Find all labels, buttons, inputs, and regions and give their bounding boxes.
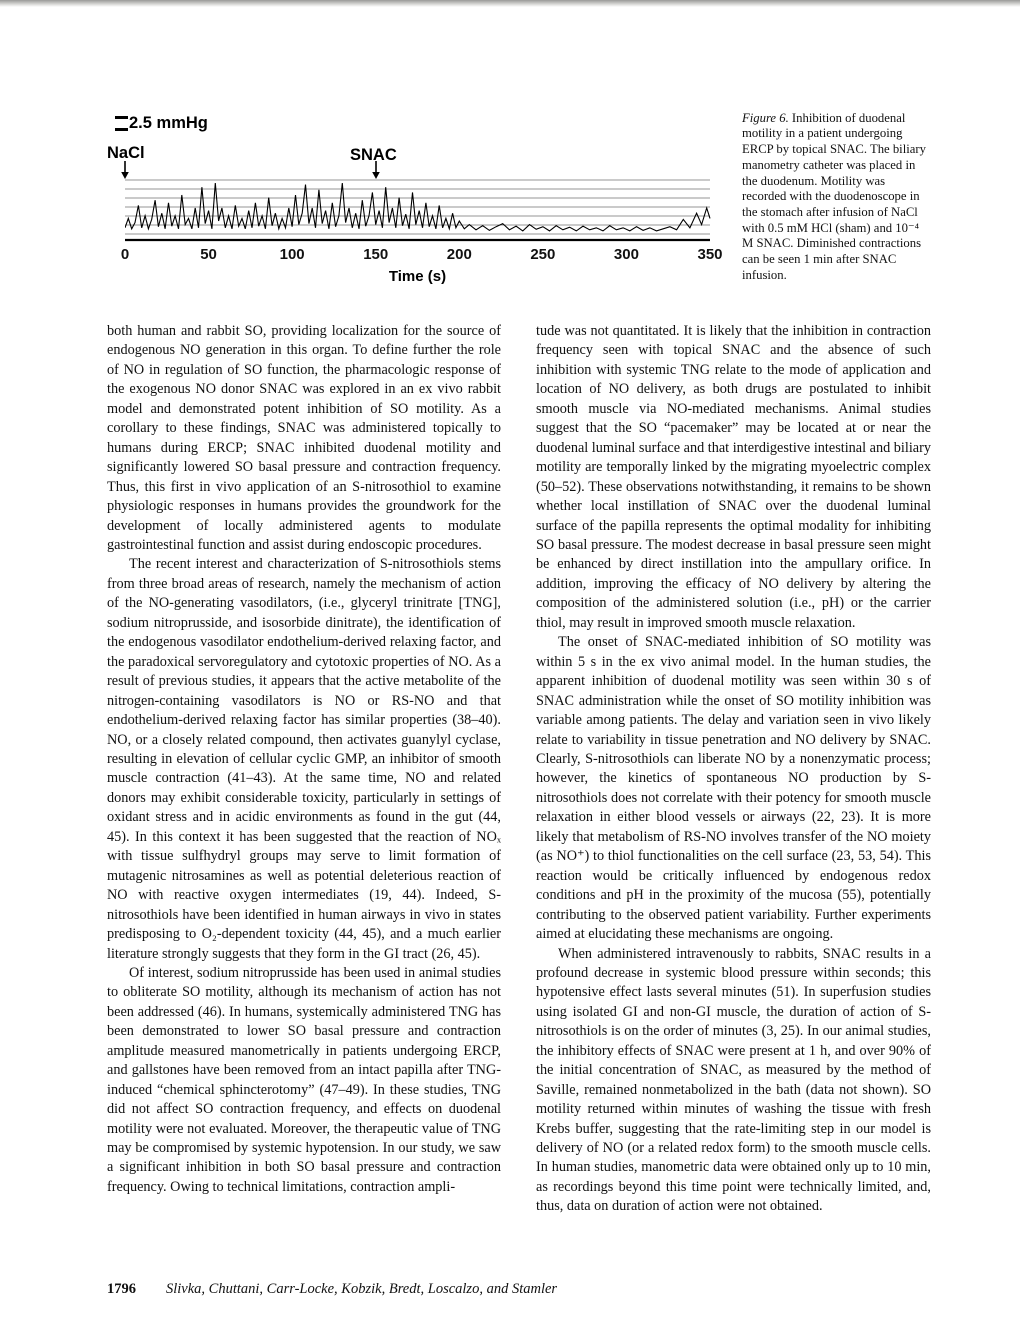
scale-bar-icon [115, 116, 128, 131]
body-paragraph: The onset of SNAC-mediated inhibition of SO motility was within 5 s in the ex vivo animal model. In the human studies, the apparent inhibition of duodenal motility was seen within 30 s of SNAC administration while the onset of SO motility inhibition was variable among patients. The delay and variation seen in vivo likely relate to variability in tissue penetration and NO delivery by SNAC. Clearly, S-nitrosothiols can liberate NO by a nonenzymatic process; however, the kinetics of spontaneous NO production by S-nitrosothiols does not correlate with their potency for smooth muscle relaxation in either blood vessels or airways (22, 23). It is more likely that metabolism of RS-NO involves transfer of the NO moiety (as NO⁺) to thiol functionalities on the cell surface (23, 53, 54). This reaction would be critically influenced by endogenous redox conditions and pH in the proximity of the mucosa (55), potentially contributing to the observed patient variability. Further experiments aimed at elucidating these mechanisms are ongoing. [536, 634, 931, 943]
x-axis-title: Time (s) [388, 268, 447, 285]
figure-caption [742, 111, 932, 284]
body-column-right [536, 322, 931, 1217]
x-tick-label: 200 [446, 246, 472, 263]
body-paragraph: When administered intravenously to rabbits, SNAC results in a profound decrease in systemic blood pressure within seconds; this hypotensive effect lasts several minutes (51). In superfusion studies using isolated GI and non-GI muscle, the duration of action of S-nitrosothiols is on the order of minutes (3, 25). In our animal studies, the inhibitory effects of SNAC were present at 1 h, and over 90% of the initial concentration of SNAC, as measured by the method of Saville, remained nonmetabolized in the bath (data not shown). SO motility returned within minutes of washing the tissue with fresh Krebs buffer, suggesting that the rate-limiting step in our model is delivery of NO (or a related redox form) to the smooth muscle cells. In human studies, manometric data were obtained only up to 10 min, as recordings beyond this time point were technically limited, and, thus, data on duration of action were not obtained. [536, 945, 931, 1215]
scale-bar-label: 2.5 mmHg [129, 114, 208, 132]
manometry-plot [125, 178, 715, 242]
nacl-infusion-arrow-icon [120, 161, 130, 179]
snac-infusion-label: SNAC [350, 146, 397, 164]
figure-6-manometry [107, 110, 732, 310]
ruled-gridlines [125, 180, 710, 234]
x-tick-label: 50 [200, 246, 217, 263]
body-paragraph: both human and rabbit SO, providing localization for the source of endogenous NO generation in this organ. To define further the role of NO in regulation of SO function, the pharmacologic response of the exogenous NO donor SNAC was explored in an ex vivo rabbit model and demonstrated potent inhibition of SO motility. As a corollary to these findings, SNAC was administered topically to humans during ERCP; SNAC inhibited duodenal motility and significantly lowered SO basal pressure and contraction frequency. Thus, this first in vivo application of an S-nitrosothiol to examine physiologic responses in humans provides the groundwork for the development of locally administered agents to modulate gastrointestinal function and assist during endoscopic procedures. [107, 323, 501, 553]
nacl-infusion-label: NaCl [107, 144, 145, 162]
x-tick-label: 300 [613, 246, 639, 263]
figure-caption-text: Inhibition of duodenal motility in a patient undergoing ERCP by topical SNAC. The biliary manometry catheter was placed in the duodenum. Motility was recorded with the duodenoscope in the stomach after infusion of NaCl with 0.5 mM HCl (sham) and 10⁻⁴ M SNAC. Diminished contractions can be seen 1 min after SNAC infusion. [742, 110, 926, 282]
x-tick-label: 150 [363, 246, 389, 263]
snac-infusion-arrow-icon [371, 161, 381, 179]
x-tick-label: 0 [120, 246, 130, 263]
body-paragraph: The recent interest and characterization of S-nitrosothiols stems from three broad areas of research, namely the mechanism of action of the NO-generating vasodilators, (i.e., glyceryl trinitrate [TNG], sodium nitroprusside, and isosorbide dinitrate), the identification of the endogenous vasodilator endothelium-derived relaxing factor, and the paradoxical servoregulatory and cytotoxic properties of NO. As a result of previous studies, it appears that the active metabolite of the nitrogen-containing vasodilators is NO or RS-NO and that endothelium-derived relaxing factor has similar properties (38–40). NO, or a closely related compound, then activates guanylyl cyclase, resulting in elevation of cellular cyclic GMP, an inhibitor of smooth muscle contraction (41–43). At the same time, NO and related donors may exhibit considerable toxicity, particularly in settings of oxidant stress and in acidic environments as found in the gut (44, 45). In this context it has been suggested that the reaction of NOₓ with tissue sulfhydryl groups may serve to limit formation of mutagenic nitrosamines as well as potential deleterious reaction of NO with reactive oxygen intermediates (19, 44). Indeed, S-nitrosothiols have been identified in human airways in vivo in states predisposing to O₂-dependent toxicity (44, 45), and a much earlier literature strongly suggests that they form in the GI tract (26, 45). [107, 556, 501, 962]
page-number: 1796 [107, 1281, 136, 1297]
running-footer [107, 1281, 557, 1298]
pressure-scale [115, 114, 208, 133]
author-list: Slivka, Chuttani, Carr-Locke, Kobzik, Bredt, Loscalzo, and Stamler [166, 1281, 558, 1297]
x-axis-ticks [120, 246, 723, 264]
x-tick-label: 350 [697, 246, 723, 263]
x-tick-label: 100 [279, 246, 305, 263]
body-paragraph: Of interest, sodium nitroprusside has been used in animal studies to obliterate SO motility, although its mechanism of action has not been addressed (46). In humans, systemically administered TNG has been demonstrated to lower SO basal pressure and contraction amplitude measured manometrically in patients undergoing ERCP, and gallstones have been removed from an intact papilla after TNG-induced “chemical sphincterotomy” (47–49). In these studies, TNG did not affect SO contraction frequency, and effects on duodenal motility were not evaluated. Moreover, the therapeutic value of TNG may be compromised by systemic hypotension. In our study, we saw a significant inhibition in both SO basal pressure and contraction frequency. Owing to technical limitations, contraction ampli- [107, 964, 501, 1195]
figure-caption-lead: Figure 6. [742, 110, 789, 125]
x-tick-label: 250 [530, 246, 556, 263]
body-column-left [107, 322, 501, 1197]
body-paragraph: tude was not quantitated. It is likely that the inhibition in contraction frequency seen with topical SNAC and the absence of such inhibition with systemic TNG relate to the mode of application and location of NO delivery, as both drugs are postulated to inhibit smooth muscle via NO-mediated mechanisms. Animal studies suggest that the SO “pacemaker” may be located at or near the duodenal luminal surface and that interdigestive intestinal and biliary motility are temporally linked by the migrating myoelectric complex (50–52). These observations notwithstanding, it remains to be shown whether local instillation of SNAC over the duodenal luminal surface of the papilla represents the optimal modality for inhibiting SO basal pressure. The modest decrease in basal pressure seen might be enhanced by direct instillation into the ampullary orifice. In addition, improving the efficacy of NO delivery by altering the composition of the administered solution (i.e., pH) or the carrier thiol, may result in improved smooth muscle relaxation. [536, 323, 931, 631]
scan-edge-artifact [0, 0, 1020, 7]
